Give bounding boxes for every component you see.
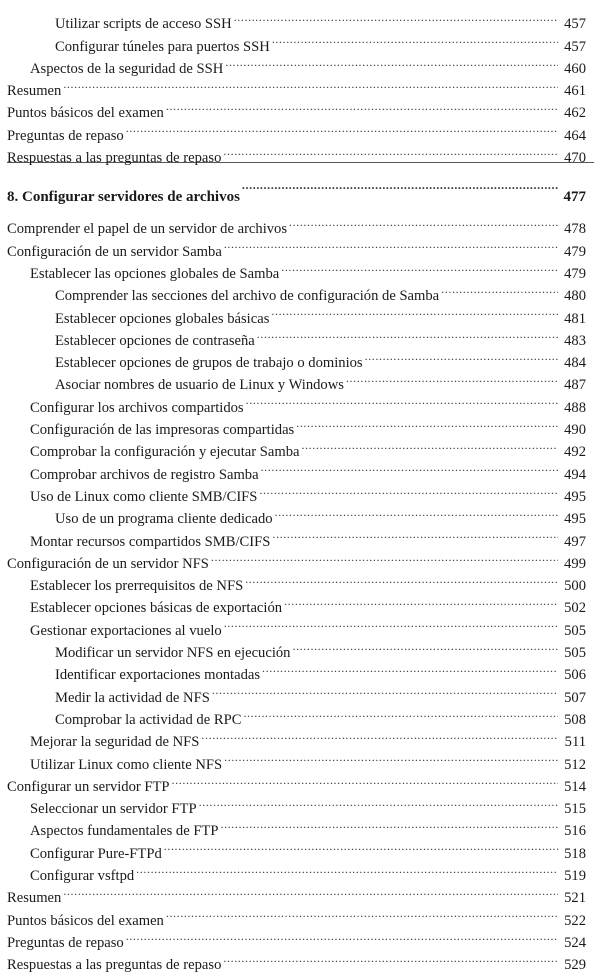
toc-entry-title: Establecer las opciones globales de Samba (30, 265, 280, 282)
toc-entry[interactable] (0, 902, 600, 929)
toc-entry-page-number: 479 (564, 243, 586, 260)
toc-chapter-heading[interactable] (0, 169, 600, 206)
dot-leader (199, 791, 558, 813)
dot-leader (172, 769, 558, 791)
toc-entry-title: Configurar Pure-FTPd (30, 845, 162, 862)
toc-entry-title: Establecer opciones globales básicas (55, 310, 270, 327)
toc-entry-title: Comprender las secciones del archivo de configuración de Samba (55, 288, 440, 305)
dot-leader (272, 523, 558, 545)
toc-entry[interactable] (0, 925, 600, 951)
toc-entry[interactable] (0, 858, 600, 884)
toc-entry[interactable] (0, 479, 600, 505)
toc-entry[interactable] (0, 117, 600, 144)
dot-leader (275, 501, 558, 523)
toc-entry-page-number: 497 (564, 533, 586, 550)
toc-entry[interactable] (0, 95, 600, 122)
toc-entry[interactable] (0, 835, 600, 862)
toc-entry-page-number: 499 (564, 555, 586, 572)
toc-entry[interactable] (0, 345, 600, 372)
toc-entry-page-number: 492 (564, 444, 586, 461)
toc-entry[interactable] (0, 389, 600, 416)
toc-entry[interactable] (0, 367, 600, 394)
toc-entry-page-number: 461 (564, 83, 586, 100)
toc-entry-page-number: 460 (564, 60, 586, 77)
toc-entry[interactable] (0, 323, 600, 349)
toc-entry-page-number: 506 (564, 667, 586, 684)
toc-entry-title: Configuración de las impresoras compartidas (30, 422, 295, 439)
dot-leader (212, 679, 558, 701)
toc-entry-page-number: 522 (564, 912, 586, 929)
toc-entry-title: Establecer opciones de contraseña (55, 332, 255, 349)
toc-entry[interactable] (0, 501, 600, 528)
toc-entry-page-number: 515 (564, 801, 586, 818)
toc-section-previous-chapter (0, 6, 600, 167)
toc-entry-page-number: 470 (564, 150, 586, 167)
toc-entry-title: Modificar un servidor NFS en ejecución (55, 645, 291, 662)
toc-entry[interactable] (0, 523, 600, 550)
toc-entry[interactable] (0, 813, 600, 840)
toc-entry-page-number: 500 (564, 578, 586, 595)
toc-entry-page-number: 494 (564, 466, 586, 483)
toc-entry-page-number: 511 (564, 734, 586, 751)
toc-entry-page-number: 518 (564, 845, 586, 862)
dot-leader (257, 323, 558, 345)
toc-entry-title: Aspectos fundamentales de FTP (30, 823, 219, 840)
dot-leader (365, 345, 558, 367)
toc-entry[interactable] (0, 434, 600, 461)
toc-entry-title: Gestionar exportaciones al vuelo (30, 622, 222, 639)
dot-leader (166, 902, 558, 924)
dot-leader (63, 73, 558, 95)
toc-entry-page-number: 483 (564, 332, 586, 349)
toc-entry-page-number: 462 (564, 105, 586, 122)
toc-entry-title: Configurar vsftpd (30, 867, 135, 884)
toc-entry-title: Montar recursos compartidos SMB/CIFS (30, 533, 271, 550)
chapter-title: 8. Configurar servidores de archivos (7, 189, 240, 206)
dot-leader (441, 278, 558, 300)
toc-entry-page-number: 478 (564, 221, 586, 238)
dot-leader (224, 612, 558, 634)
toc-entry-page-number: 495 (564, 488, 586, 505)
toc-entry-page-number: 519 (564, 867, 586, 884)
toc-entry-page-number: 507 (564, 689, 586, 706)
toc-entry-page-number: 481 (564, 310, 586, 327)
toc-entry-title: Configuración de un servidor NFS (7, 555, 209, 572)
toc-entry-title: Configuración de un servidor Samba (7, 243, 222, 260)
toc-entry-page-number: 457 (564, 16, 586, 33)
toc-entry-page-number: 521 (564, 890, 586, 907)
toc-entry[interactable] (0, 880, 600, 907)
dot-leader (223, 947, 558, 969)
toc-entry-title: Medir la actividad de NFS (55, 689, 210, 706)
toc-entry-title: Preguntas de repaso (7, 934, 124, 951)
toc-entry-title: Comprender el papel de un servidor de archivos (7, 221, 288, 238)
toc-entry-title: Uso de Linux como cliente SMB/CIFS (30, 488, 258, 505)
dot-leader (242, 169, 558, 201)
dot-leader (211, 546, 558, 568)
dot-leader (284, 590, 558, 612)
toc-entry[interactable] (0, 256, 600, 282)
dot-leader (224, 233, 558, 255)
toc-entry-page-number: 495 (564, 511, 586, 528)
toc-section-chapter-8 (0, 211, 600, 974)
toc-entry-page-number: 508 (564, 711, 586, 728)
toc-entry[interactable] (0, 746, 600, 773)
dot-leader (234, 6, 558, 28)
toc-entry-page-number: 480 (564, 288, 586, 305)
dot-leader (271, 300, 558, 322)
toc-entry-title: Seleccionar un servidor FTP (30, 801, 197, 818)
toc-entry[interactable] (0, 679, 600, 706)
dot-leader (262, 657, 558, 679)
toc-entry-title: Resumen (7, 83, 62, 100)
toc-entry-page-number: 514 (564, 778, 586, 795)
toc-entry-title: Comprobar la configuración y ejecutar Samba (30, 444, 300, 461)
toc-entry[interactable] (0, 456, 600, 483)
toc-entry-title: Establecer los prerrequisitos de NFS (30, 578, 244, 595)
toc-entry-page-number: 529 (564, 957, 586, 974)
dot-leader (272, 28, 558, 50)
toc-entry[interactable] (0, 947, 600, 974)
toc-entry[interactable] (0, 657, 600, 684)
dot-leader (136, 858, 558, 880)
toc-entry-page-number: 502 (564, 600, 586, 617)
toc-entry[interactable] (0, 140, 600, 167)
dot-leader (126, 925, 558, 947)
toc-entry-title: Utilizar Linux como cliente NFS (30, 756, 223, 773)
toc-entry-page-number: 457 (564, 38, 586, 55)
dot-leader (259, 479, 558, 501)
toc-entry[interactable] (0, 28, 600, 55)
toc-entry-title: Comprobar archivos de registro Samba (30, 466, 259, 483)
toc-entry-title: Respuestas a las preguntas de repaso (7, 150, 222, 167)
toc-entry-page-number: 464 (564, 127, 586, 144)
dot-leader (246, 389, 558, 411)
toc-entry[interactable] (0, 6, 600, 33)
toc-entry-title: Aspectos de la seguridad de SSH (30, 60, 224, 77)
toc-entry[interactable] (0, 51, 600, 77)
toc-entry-title: Asociar nombres de usuario de Linux y Windows (55, 377, 344, 394)
dot-leader (224, 746, 558, 768)
dot-leader (292, 635, 558, 657)
toc-entry[interactable] (0, 702, 600, 728)
toc-entry[interactable] (0, 791, 600, 818)
toc-entry-page-number: 490 (564, 422, 586, 439)
dot-leader (166, 95, 558, 117)
toc-entry[interactable] (0, 300, 600, 327)
toc-entry-page-number: 487 (564, 377, 586, 394)
toc-entry-title: Establecer opciones básicas de exportación (30, 600, 283, 617)
dot-leader (245, 568, 558, 590)
dot-leader (301, 434, 558, 456)
dot-leader (346, 367, 558, 389)
toc-entry-page-number: 524 (564, 934, 586, 951)
toc-entry-page-number: 512 (564, 756, 586, 773)
dot-leader (63, 880, 558, 902)
toc-entry[interactable] (0, 635, 600, 662)
dot-leader (220, 813, 558, 835)
dot-leader (126, 117, 558, 139)
toc-entry-page-number: 488 (564, 399, 586, 416)
toc-entry[interactable] (0, 568, 600, 595)
toc-entry-title: Establecer opciones de grupos de trabajo o dominios (55, 355, 363, 372)
toc-entry-title: Uso de un programa cliente dedicado (55, 511, 273, 528)
toc-entry[interactable] (0, 73, 600, 100)
toc-entry[interactable] (0, 233, 600, 260)
dot-leader (223, 140, 558, 162)
dot-leader (281, 256, 558, 278)
toc-entry-title: Mejorar la seguridad de NFS (30, 734, 200, 751)
toc-entry-page-number: 516 (564, 823, 586, 840)
chapter-page-number: 477 (563, 189, 586, 206)
toc-entry-title: Resumen (7, 890, 62, 907)
toc-entry-title: Puntos básicos del examen (7, 912, 164, 929)
dot-leader (296, 412, 558, 434)
toc-entry[interactable] (0, 412, 600, 439)
toc-entry[interactable] (0, 612, 600, 639)
toc-entry[interactable] (0, 546, 600, 572)
toc-entry-title: Preguntas de repaso (7, 127, 124, 144)
dot-leader (164, 835, 558, 857)
dot-leader (261, 456, 558, 478)
toc-entry-page-number: 479 (564, 265, 586, 282)
toc-entry-title: Configurar túneles para puertos SSH (55, 38, 270, 55)
toc-entry-title: Identificar exportaciones montadas (55, 667, 261, 684)
toc-entry[interactable] (0, 769, 600, 795)
toc-entry-title: Configurar un servidor FTP (7, 778, 170, 795)
toc-entry[interactable] (0, 278, 600, 305)
toc-entry-title: Comprobar la actividad de RPC (55, 711, 242, 728)
dot-leader (289, 211, 558, 233)
toc-entry[interactable] (0, 724, 600, 751)
dot-leader (243, 702, 558, 724)
toc-entry-page-number: 505 (564, 622, 586, 639)
toc-entry[interactable] (0, 211, 600, 238)
toc-entry[interactable] (0, 590, 600, 617)
toc-entry-title: Puntos básicos del examen (7, 105, 164, 122)
toc-entry-title: Respuestas a las preguntas de repaso (7, 957, 222, 974)
toc-entry-title: Utilizar scripts de acceso SSH (55, 16, 232, 33)
dot-leader (201, 724, 558, 746)
toc-entry-page-number: 505 (564, 645, 586, 662)
dot-leader (225, 51, 558, 73)
toc-entry-page-number: 484 (564, 355, 586, 372)
table-of-contents (0, 6, 600, 974)
toc-entry-title: Configurar los archivos compartidos (30, 399, 244, 416)
